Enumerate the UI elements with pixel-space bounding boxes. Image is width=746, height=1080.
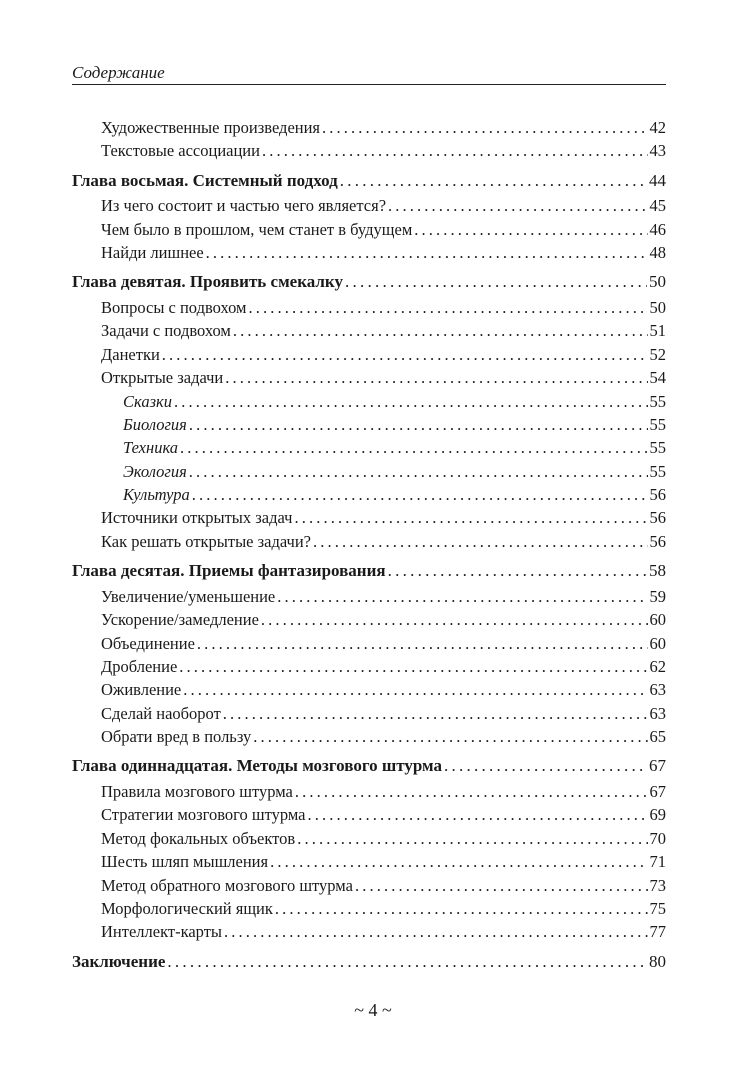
toc-entry	[72, 296, 666, 319]
toc-entry-page: 52	[649, 344, 666, 364]
toc-entry-title: Биология	[123, 414, 187, 434]
toc-entry	[72, 920, 666, 943]
toc-entry	[72, 460, 666, 483]
toc-entry-title: Объединение	[101, 633, 195, 653]
toc-entry	[72, 366, 666, 389]
toc-entry-title: Данетки	[101, 344, 160, 364]
dot-leader	[345, 268, 647, 296]
dot-leader	[308, 803, 648, 826]
toc-entry-title: Увеличение/уменьшение	[101, 586, 276, 606]
toc-entry-page: 60	[649, 633, 666, 653]
toc-entry-page: 73	[649, 875, 666, 895]
toc-entry-title: Экология	[123, 461, 187, 481]
toc-entry-title: Оживление	[101, 680, 182, 700]
toc-chapter-entry	[72, 557, 666, 585]
toc-entry	[72, 194, 666, 217]
toc-entry	[72, 319, 666, 342]
toc-entry-title: Интеллект-карты	[101, 922, 222, 942]
toc-entry-title: Дробление	[101, 656, 178, 676]
dot-leader	[253, 725, 647, 748]
running-header: Содержание	[72, 63, 165, 82]
toc-entry-title: Чем было в прошлом, чем станет в будущем	[101, 219, 413, 239]
toc-entry-page: 58	[649, 561, 666, 581]
toc-entry-title: Открытые задачи	[101, 368, 224, 388]
dot-leader	[189, 460, 648, 483]
dot-leader	[444, 752, 647, 780]
dot-leader	[174, 390, 648, 413]
dot-leader	[270, 850, 647, 873]
dot-leader	[249, 296, 648, 319]
dot-leader	[388, 194, 647, 217]
dot-leader	[189, 413, 648, 436]
toc-entry-title: Задачи с подвохом	[101, 321, 231, 341]
dot-leader	[206, 241, 648, 264]
header-rule	[72, 84, 666, 85]
toc-entry	[72, 413, 666, 436]
dot-leader	[261, 608, 648, 631]
toc-entry-page: 55	[649, 391, 666, 411]
toc-entry	[72, 632, 666, 655]
dot-leader	[388, 557, 647, 585]
dot-leader	[179, 655, 647, 678]
toc-entry-page: 65	[649, 727, 666, 747]
toc-entry-title: Текстовые ассоциации	[101, 141, 260, 161]
toc-entry	[72, 343, 666, 366]
toc-entry-page: 63	[649, 703, 666, 723]
toc-entry-page: 43	[649, 141, 666, 161]
toc-entry	[72, 506, 666, 529]
dot-leader	[180, 436, 647, 459]
dot-leader	[295, 780, 648, 803]
toc-chapter-entry	[72, 268, 666, 296]
toc-entry-page: 54	[649, 368, 666, 388]
toc-entry-title: Источники открытых задач	[101, 508, 293, 528]
toc-entry	[72, 850, 666, 873]
toc-entry	[72, 874, 666, 897]
dot-leader	[225, 366, 647, 389]
toc-entry	[72, 139, 666, 162]
toc-entry-page: 55	[649, 438, 666, 458]
toc-entry-title: Метод обратного мозгового штурма	[101, 875, 353, 895]
toc-entry	[72, 436, 666, 459]
toc-entry-page: 46	[649, 219, 666, 239]
toc-chapter-entry	[72, 948, 666, 976]
toc-entry-title: Культура	[123, 485, 190, 505]
toc-entry-title: Как решать открытые задачи?	[101, 531, 311, 551]
toc-entry-page: 51	[649, 321, 666, 341]
dot-leader	[355, 874, 648, 897]
toc-entry	[72, 725, 666, 748]
dot-leader	[233, 319, 648, 342]
toc-entry-page: 60	[649, 610, 666, 630]
toc-entry-title: Сделай наоборот	[101, 703, 221, 723]
toc-entry-title: Заключение	[72, 951, 166, 971]
toc-entry-title: Художественные произведения	[101, 118, 321, 137]
dot-leader	[192, 483, 648, 506]
toc-entry-title: Правила мозгового штурма	[101, 781, 293, 801]
toc-entry-page: 50	[649, 297, 666, 317]
toc-entry-title: Найди лишнее	[101, 243, 204, 263]
toc-entry	[72, 678, 666, 701]
toc-entry	[72, 530, 666, 553]
toc-entry-title: Глава девятая. Проявить смекалку	[72, 272, 343, 292]
toc-entry	[72, 897, 666, 920]
toc-chapter-entry	[72, 752, 666, 780]
toc-entry-page: 56	[649, 485, 666, 505]
toc-entry	[72, 780, 666, 803]
dot-leader	[167, 948, 647, 976]
toc-entry-title: Глава восьмая. Системный подход	[72, 170, 338, 190]
toc-entry-title: Обрати вред в пользу	[101, 727, 252, 747]
dot-leader	[224, 920, 648, 943]
toc-entry-page: 69	[649, 805, 666, 825]
toc-entry-page: 42	[649, 118, 666, 137]
toc-entry-title: Вопросы с подвохом	[101, 297, 247, 317]
page-number: ~ 4 ~	[354, 1000, 392, 1020]
toc-entry-page: 55	[649, 414, 666, 434]
toc-entry-page: 56	[649, 531, 666, 551]
dot-leader	[414, 218, 647, 241]
toc-entry-title: Морфологический ящик	[101, 898, 273, 918]
toc-entry-page: 59	[649, 586, 666, 606]
table-of-contents	[72, 116, 666, 975]
toc-entry	[72, 803, 666, 826]
toc-entry-title: Техника	[123, 438, 179, 458]
dot-leader	[197, 632, 648, 655]
toc-entry-page: 55	[649, 461, 666, 481]
toc-entry	[72, 116, 666, 139]
dot-leader	[340, 167, 647, 195]
toc-entry-page: 45	[649, 196, 666, 216]
toc-entry	[72, 655, 666, 678]
toc-entry	[72, 827, 666, 850]
dot-leader	[183, 678, 647, 701]
dot-leader	[297, 827, 647, 850]
toc-entry-title: Сказки	[123, 391, 172, 411]
dot-leader	[277, 585, 647, 608]
toc-entry-title: Метод фокальных объектов	[101, 828, 296, 848]
toc-entry-page: 67	[649, 781, 666, 801]
toc-entry-title: Шесть шляп мышления	[101, 852, 269, 872]
toc-entry	[72, 702, 666, 725]
toc-entry	[72, 483, 666, 506]
toc-entry-page: 71	[649, 852, 666, 872]
toc-entry-title: Стратегии мозгового штурма	[101, 805, 306, 825]
toc-entry-title: Глава десятая. Приемы фантазирования	[72, 561, 386, 581]
toc-entry-title: Ускорение/замедление	[101, 610, 259, 630]
toc-entry-title: Глава одиннадцатая. Методы мозгового штурма	[72, 756, 443, 776]
dot-leader	[262, 139, 648, 162]
dot-leader	[294, 506, 647, 529]
toc-entry-page: 50	[649, 272, 666, 292]
toc-entry	[72, 608, 666, 631]
toc-entry-page: 63	[649, 680, 666, 700]
dot-leader	[313, 530, 648, 553]
toc-entry-page: 75	[649, 898, 666, 918]
toc-entry-page: 80	[649, 951, 666, 971]
dot-leader	[275, 897, 648, 920]
toc-entry-page: 56	[649, 508, 666, 528]
toc-entry	[72, 218, 666, 241]
toc-entry	[72, 390, 666, 413]
toc-entry	[72, 585, 666, 608]
toc-entry-page: 77	[649, 922, 666, 942]
toc-entry-page: 48	[649, 243, 666, 263]
dot-leader	[162, 343, 648, 366]
toc-entry	[72, 241, 666, 264]
toc-entry-page: 70	[649, 828, 666, 848]
dot-leader	[322, 116, 647, 139]
toc-entry-page: 67	[649, 756, 666, 776]
dot-leader	[223, 702, 648, 725]
toc-entry-page: 44	[649, 170, 666, 190]
toc-chapter-entry	[72, 167, 666, 195]
toc-entry-title: Из чего состоит и частью чего является?	[101, 196, 387, 216]
toc-entry-page: 62	[649, 656, 666, 676]
